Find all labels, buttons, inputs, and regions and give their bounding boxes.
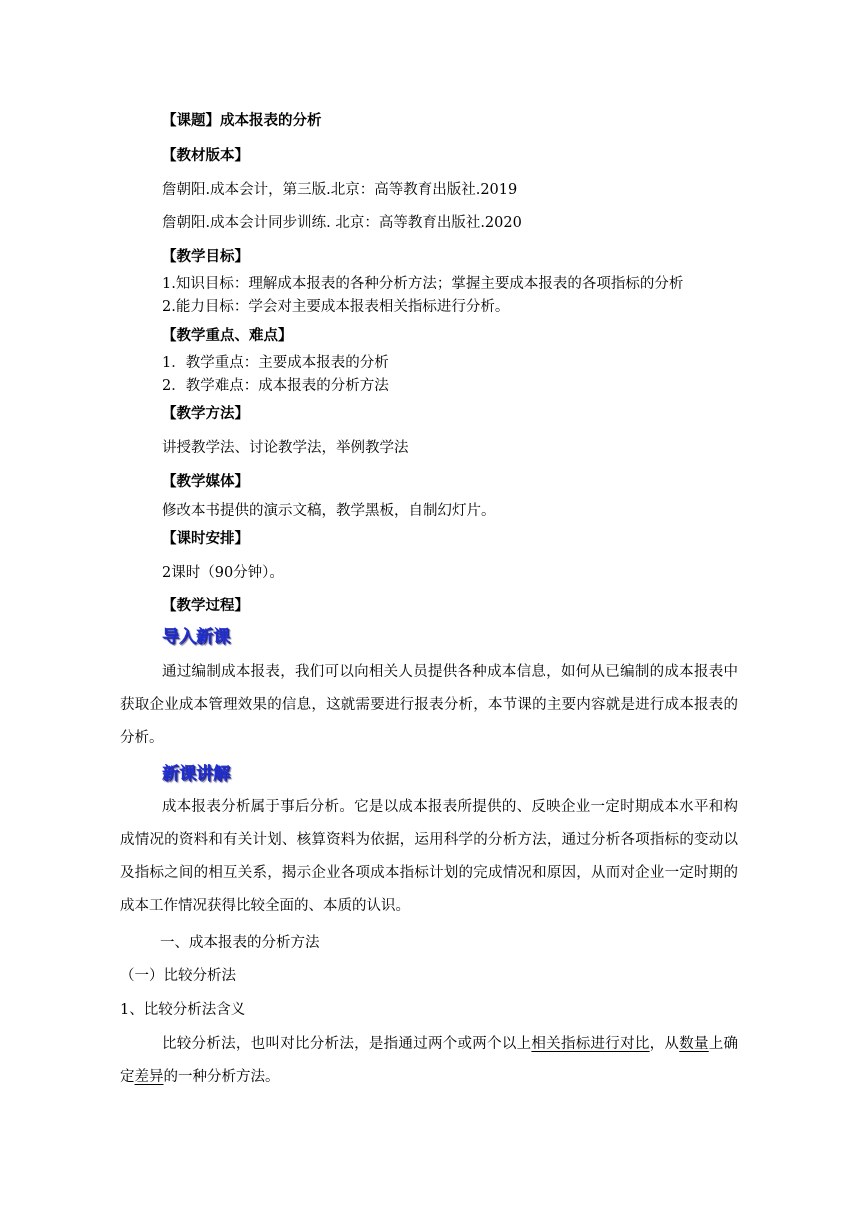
schedule-heading: 【课时安排】 — [162, 531, 249, 547]
key-point-difficulty: 2．教学难点：成本报表的分析方法 — [162, 378, 389, 394]
objectives-heading: 【教学目标】 — [162, 249, 249, 265]
textbook-heading: 【教材版本】 — [162, 148, 249, 164]
topic-heading: 【课题】成本报表的分析 — [162, 113, 322, 129]
definition-underline-difference: 差异 — [134, 1069, 164, 1085]
definition-text-4: 的一种分析方法。 — [163, 1069, 280, 1085]
textbook-reference-1: 詹朝阳.成本会计，第三版.北京：高等教育出版社.2019 — [162, 182, 518, 198]
definition-paragraph — [120, 1028, 738, 1094]
objective-item-ability: 2.能力目标：学会对主要成本报表相关指标进行分析。 — [162, 299, 510, 315]
subsection-heading-comparison: （一）比较分析法 — [120, 968, 236, 984]
objective-item-knowledge: 1.知识目标：理解成本报表的各种分析方法；掌握主要成本报表的各项指标的分析 — [162, 276, 684, 292]
media-text: 修改本书提供的演示文稿，教学黑板，自制幻灯片。 — [162, 503, 496, 519]
methods-text: 讲授教学法、讨论教学法，举例教学法 — [162, 440, 409, 456]
schedule-text: 2课时（90分钟）。 — [162, 565, 284, 581]
definition-text-1: 比较分析法，也叫对比分析法，是指通过两个或两个以上 — [162, 1036, 532, 1052]
media-heading: 【教学媒体】 — [162, 474, 249, 490]
methods-heading: 【教学方法】 — [162, 406, 249, 422]
lecture-paragraph: 成本报表分析属于事后分析。它是以成本报表所提供的、反映企业一定时期成本水平和构成情况的资料和有关计划、核算资料为依据，运用科学的分析方法，通过分析各项指标的变动以及指标之间的相互关系，揭示企业各项成本指标计划的完成情况和原因，从而对企业一定时期的成本工作情况获得比较全面的、本质的认识。 — [120, 799, 738, 914]
point-heading-definition: 1、比较分析法含义 — [120, 1002, 246, 1018]
intro-heading: 导入新课 — [162, 627, 230, 647]
textbook-reference-2: 詹朝阳.成本会计同步训练. 北京：高等教育出版社.2020 — [162, 215, 522, 231]
definition-underline-indicators: 相关指标进行对比 — [531, 1036, 650, 1052]
definition-underline-quantity: 数量 — [679, 1036, 709, 1052]
process-heading: 【教学过程】 — [162, 598, 249, 614]
definition-text-2: ，从 — [649, 1036, 680, 1052]
section-heading-analysis-methods: 一、成本报表的分析方法 — [160, 935, 320, 951]
key-points-heading: 【教学重点、难点】 — [162, 328, 293, 344]
key-point-focus: 1．教学重点：主要成本报表的分析 — [162, 355, 389, 371]
lecture-heading: 新课讲解 — [162, 764, 230, 784]
intro-paragraph: 通过编制成本报表，我们可以向相关人员提供各种成本信息，如何从已编制的成本报表中获取企业成本管理效果的信息，这就需要进行报表分析，本节课的主要内容就是进行成本报表的分析。 — [120, 664, 738, 746]
definition-text-3: 上确定 — [120, 1036, 739, 1085]
